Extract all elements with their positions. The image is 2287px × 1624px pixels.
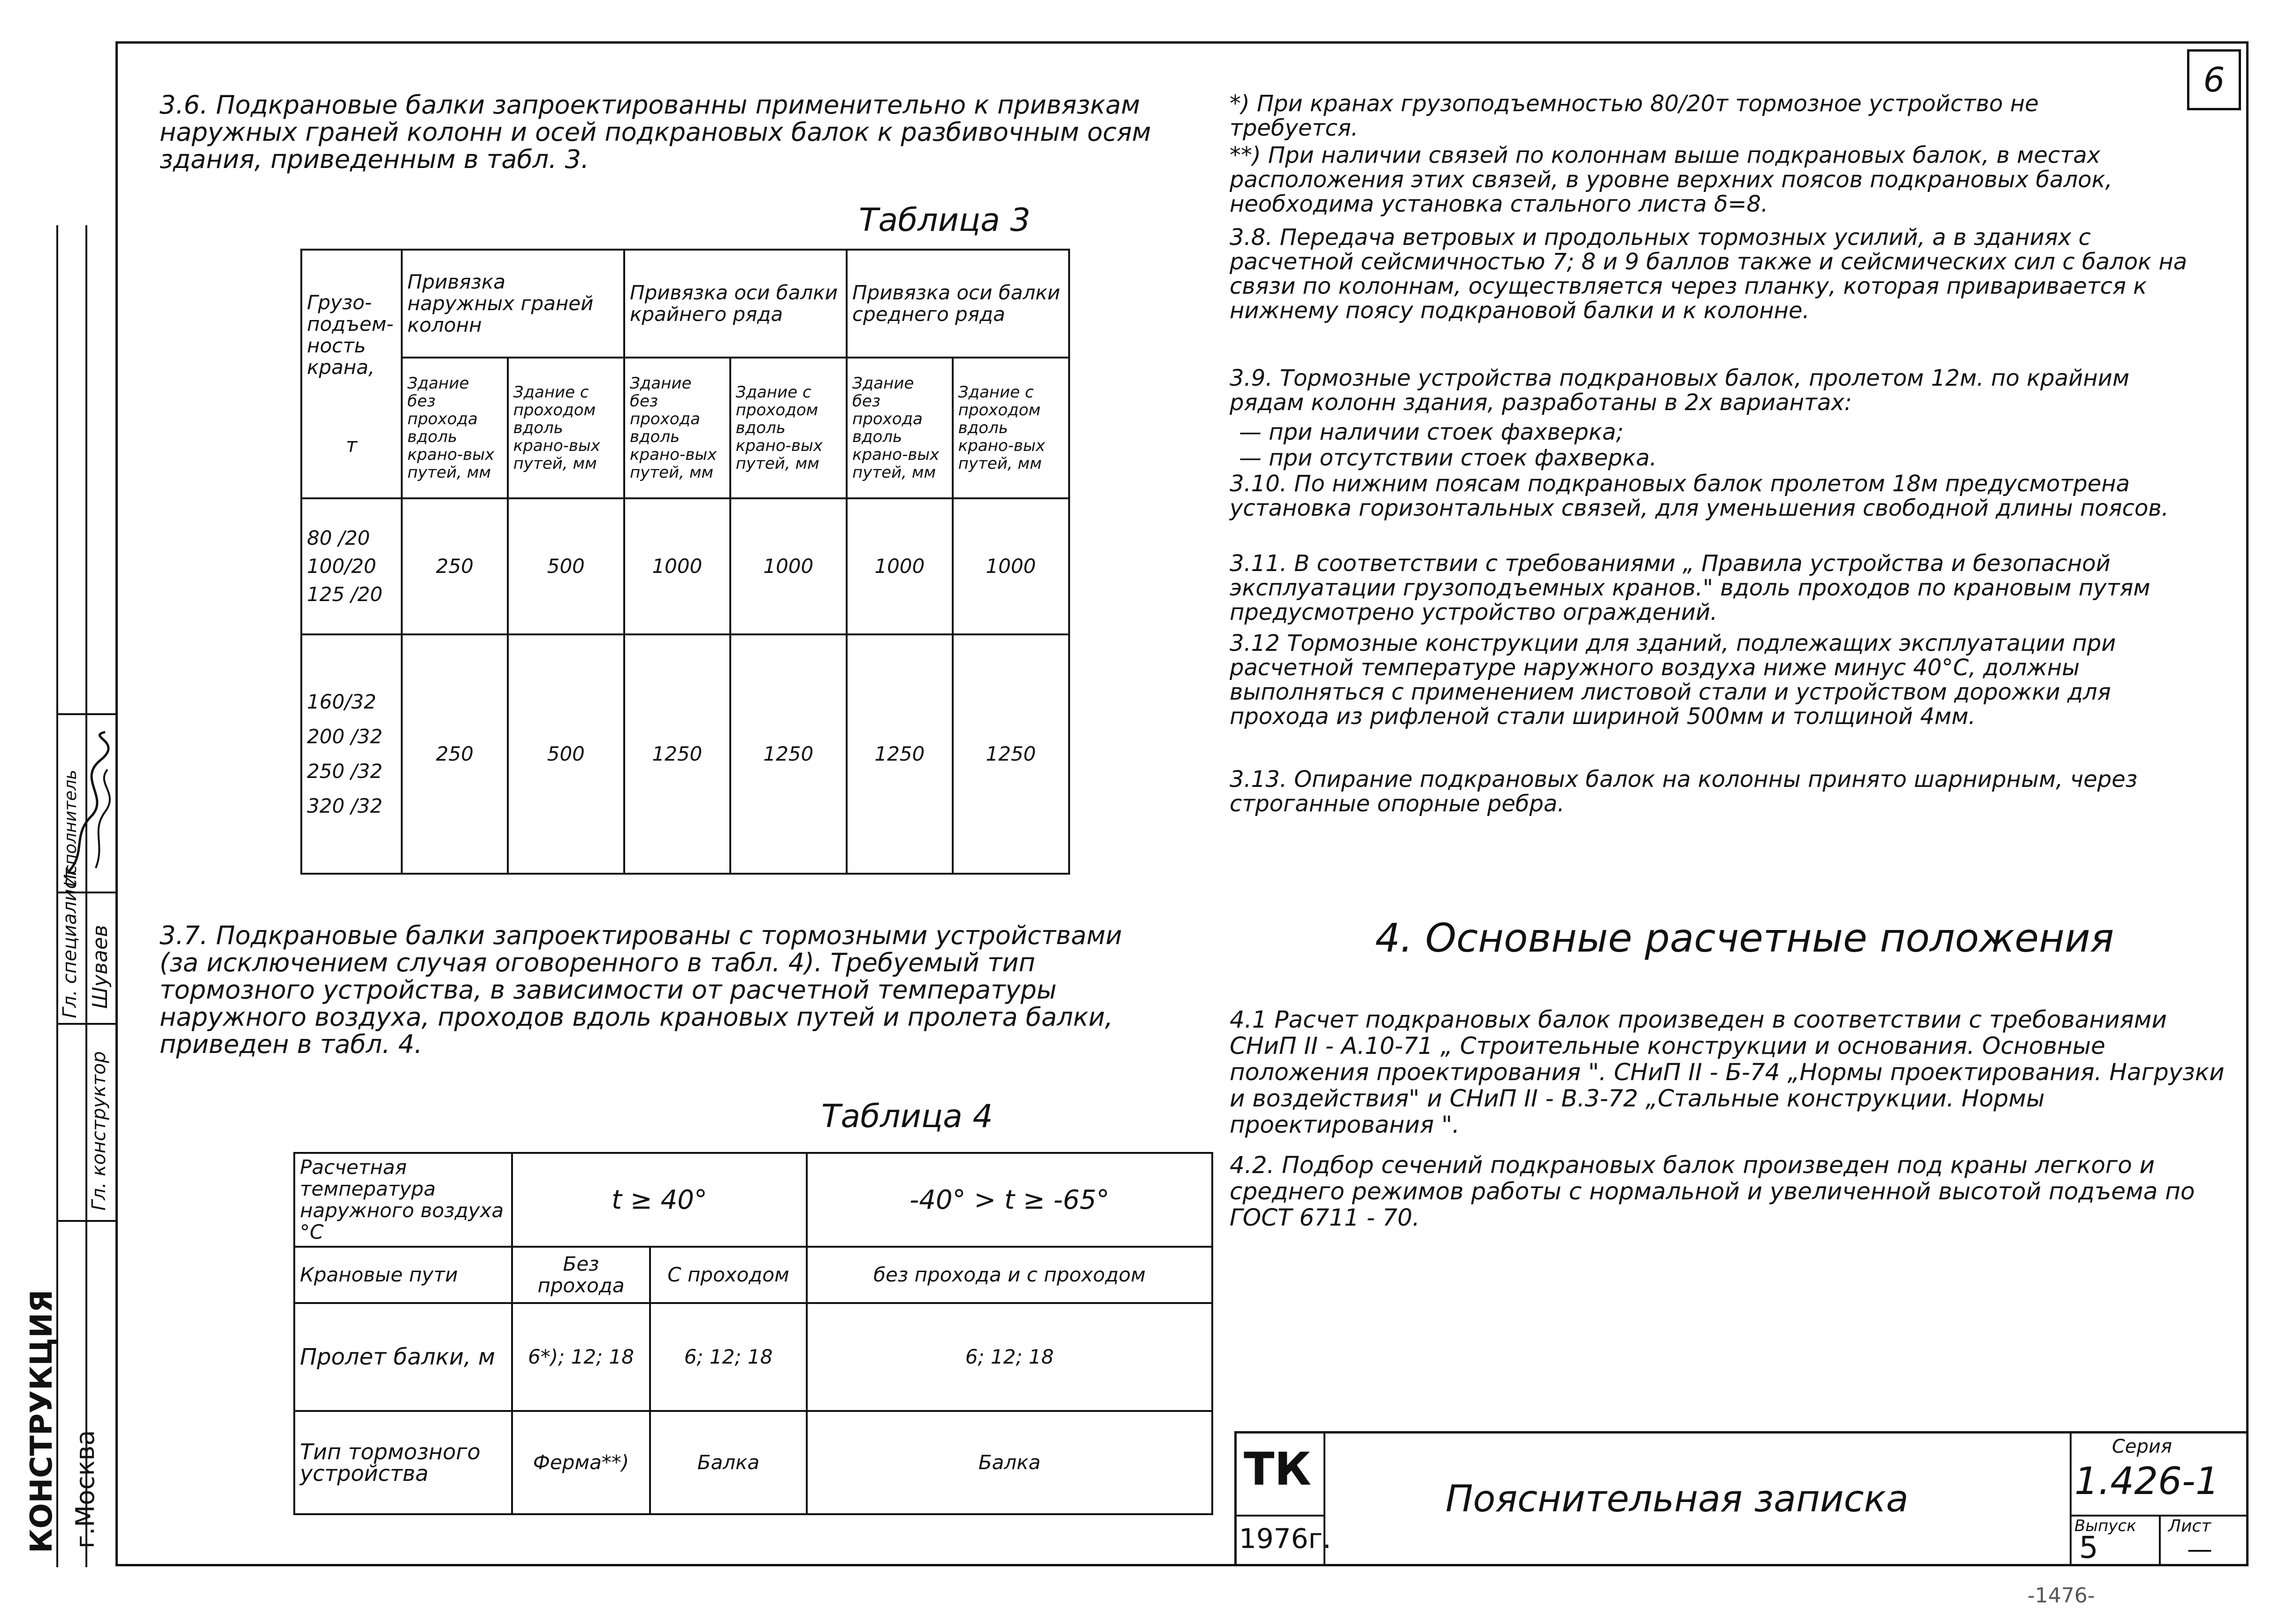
table4-label: Крановые пути	[294, 1247, 512, 1303]
sidebar-line-2	[85, 225, 87, 1567]
table4-cell: 6; 12; 18	[807, 1303, 1212, 1411]
table-row	[294, 1153, 1212, 1247]
table-row	[301, 498, 1069, 634]
capacity-label: Грузо-подъем-ность крана,	[307, 291, 394, 379]
table3-sub-a: Здание без прохода вдоль крано-вых путей, мм	[624, 358, 730, 498]
stamp-sheet: —	[2187, 1534, 2212, 1564]
stamp-sheet-label: Лист	[2168, 1517, 2211, 1536]
table3-cell: 1250	[847, 634, 953, 874]
table3-cell: 1000	[953, 498, 1069, 634]
table3-sub-b: Здание с проходом вдоль крано-вых путей, мм	[730, 358, 847, 498]
sidebar-divider	[56, 713, 115, 715]
bottom-mark: -1476-	[2027, 1584, 2095, 1608]
stamp-issue-label: Выпуск	[2074, 1517, 2136, 1535]
table3-title: Таблица 3	[859, 202, 1031, 239]
sidebar-org: КОНСТРУКЦИЯ	[24, 1289, 59, 1553]
section-3-6: 3.6. Подкрановые балки запроектированны применительно к привязкам наружных граней колонн и осей подкрановых балок к разбивочным осям здания, приведенным в табл. 3.	[160, 90, 1151, 174]
table3-sub-b: Здание с проходом вдоль крано-вых путей, мм	[953, 358, 1069, 498]
table4-cell: С проходом	[650, 1247, 807, 1303]
sheet-number-box	[2187, 49, 2241, 110]
table3-cell: 1000	[730, 498, 847, 634]
table3-group-2: Привязка оси балки крайнего ряда	[624, 250, 847, 358]
table-row	[294, 1303, 1212, 1411]
table4-temp-warm: t ≥ 40°	[512, 1153, 807, 1247]
note-1: *) При кранах грузоподъемностью 80/20т тормозное устройство не требуется.	[1230, 91, 2039, 141]
table3-cell: 1000	[847, 498, 953, 634]
table4-cell: Без прохода	[512, 1247, 650, 1303]
stamp-series-label: Серия	[2112, 1436, 2172, 1457]
table4-cell: Балка	[650, 1411, 807, 1514]
sidebar-name-1: Шуваев	[88, 925, 112, 1009]
table-row	[294, 1411, 1212, 1514]
load-value: 100/20	[307, 555, 376, 578]
table4-temp-cold: -40° > t ≥ -65°	[807, 1153, 1212, 1247]
section-3-10: 3.10. По нижним поясам подкрановых балок пролетом 18м предусмотрена установка горизонтальных связей, для уменьшения свободной длины поясов.	[1230, 471, 2169, 521]
sheet-number: 6	[2203, 60, 2225, 99]
section-3-11: 3.11. В соответствии с требованиями „ Правила устройства и безопасной эксплуатации грузоподъемных кранов." вдоль проходов по крановым путям предусмотрено устройство ограждений.	[1230, 550, 2150, 625]
table3-loads	[301, 498, 402, 634]
table4-cell: Ферма**)	[512, 1411, 650, 1514]
table3-cell: 250	[402, 634, 508, 874]
stamp-issue: 5	[2079, 1531, 2098, 1565]
table-row	[294, 1247, 1212, 1303]
stamp-title: Пояснительная записка	[1446, 1478, 1909, 1520]
sidebar-city: г.Москва	[70, 1430, 100, 1548]
table3-cell: 500	[508, 634, 624, 874]
table3-group-1: Привязка наружных граней колонн	[402, 250, 624, 358]
stamp-line	[2159, 1515, 2161, 1566]
stamp-line	[2070, 1431, 2072, 1566]
section-3-9-v1: — при наличии стоек фахверка;	[1239, 419, 1624, 445]
section-4-heading: 4. Основные расчетные положения	[1375, 915, 2114, 961]
stamp-year: 1976г.	[1239, 1523, 1331, 1555]
table3-cell: 1250	[730, 634, 847, 874]
load-value: 250 /32	[307, 760, 383, 783]
stamp-line	[1234, 1515, 1323, 1517]
table4-label: Тип тормозного устройства	[294, 1411, 512, 1514]
table4-cell: без прохода и с проходом	[807, 1247, 1212, 1303]
section-3-7: 3.7. Подкрановые балки запроектированы с тормозными устройствами (за исключением случая оговоренного в табл. 4). Требуемый тип тормозного устройства, в зависимости от расчетной температуры наружного воздуха, проходов вдоль крановых путей и пролета балки, приведен в табл. 4.	[160, 921, 1122, 1059]
table4-label: Пролет балки, м	[294, 1303, 512, 1411]
stamp-series: 1.426-1	[2074, 1459, 2219, 1503]
table3-cell: 500	[508, 498, 624, 634]
table3-capacity-header	[301, 250, 402, 498]
load-value: 320 /32	[307, 794, 383, 817]
section-3-9-v2: — при отсутствии стоек фахверка.	[1239, 445, 1657, 471]
sidebar-role-2: Гл. специалист	[59, 868, 81, 1018]
capacity-unit: т	[345, 434, 358, 457]
table3-cell: 1250	[624, 634, 730, 874]
table3-loads	[301, 634, 402, 874]
table3-sub-b: Здание с проходом вдоль крано-вых путей, мм	[508, 358, 624, 498]
sidebar-divider	[56, 1220, 115, 1222]
sidebar-name-2: Исполнитель	[61, 770, 80, 887]
table4-cell: 6; 12; 18	[650, 1303, 807, 1411]
table4-title: Таблица 4	[821, 1098, 993, 1135]
table4-cell: Балка	[807, 1411, 1212, 1514]
section-3-9: 3.9. Тормозные устройства подкрановых балок, пролетом 12м. по крайним рядам колонн здания, разработаны в 2х вариантах:	[1230, 365, 2130, 416]
table4	[293, 1152, 1213, 1515]
table3-sub-a: Здание без прохода вдоль крано-вых путей, мм	[402, 358, 508, 498]
load-value: 125 /20	[307, 583, 383, 606]
load-value: 80 /20	[307, 526, 370, 549]
section-3-13: 3.13. Опирание подкрановых балок на колонны принято шарнирным, через строганные опорные ребра.	[1230, 766, 2138, 817]
table3-cell: 1000	[624, 498, 730, 634]
table3-group-3: Привязка оси балки среднего ряда	[847, 250, 1069, 358]
sidebar-divider	[56, 1023, 115, 1025]
table-row	[301, 634, 1069, 874]
table3	[300, 249, 1070, 875]
table4-label: Расчетная температура наружного воздуха °С	[294, 1153, 512, 1247]
load-value: 200 /32	[307, 725, 383, 748]
signature	[58, 723, 115, 882]
table3-sub-a: Здание без прохода вдоль крано-вых путей, мм	[847, 358, 953, 498]
section-4-1: 4.1 Расчет подкрановых балок произведен в соответствии с требованиями СНиП II - А.10-71 „ Строительные конструкции и основания. Основные положения проектирования ". СНиП II - Б-74 „Нормы проектирования. Нагрузки и воздействия" и СНиП II - В.3-72 „Стальные конструкции. Нормы проектирования ".	[1230, 1006, 2225, 1138]
section-4-2: 4.2. Подбор сечений подкрановых балок произведен под краны легкого и среднего режимов работы с нормальной и увеличенной высотой подъема по ГОСТ 6711 - 70.	[1230, 1151, 2195, 1231]
section-3-8: 3.8. Передача ветровых и продольных тормозных усилий, а в зданиях с расчетной сейсмичностью 7; 8 и 9 баллов также и сейсмических сил с балок на связи по колоннам, осуществляется через планку, которая приваривается к нижнему поясу подкрановой балки и к колонне.	[1230, 224, 2188, 324]
stamp-org: ТК	[1244, 1443, 1311, 1495]
section-3-12: 3.12 Тормозные конструкции для зданий, подлежащих эксплуатации при расчетной температуре наружного воздуха ниже минус 40°С, должны выполняться с применением листовой стали и устройством дорожки для прохода из рифленой стали шириной 500мм и толщиной 4мм.	[1230, 630, 2116, 730]
table4-cell: 6*); 12; 18	[512, 1303, 650, 1411]
table3-cell: 250	[402, 498, 508, 634]
table3-cell: 1250	[953, 634, 1069, 874]
note-2: **) При наличии связей по колоннам выше подкрановых балок, в местах расположения этих связей, в уровне верхних поясов подкрановых балок, необходима установка стального листа δ=8.	[1230, 142, 2112, 217]
sidebar-role-1: Гл. конструктор	[88, 1051, 110, 1211]
load-value: 160/32	[307, 690, 376, 713]
